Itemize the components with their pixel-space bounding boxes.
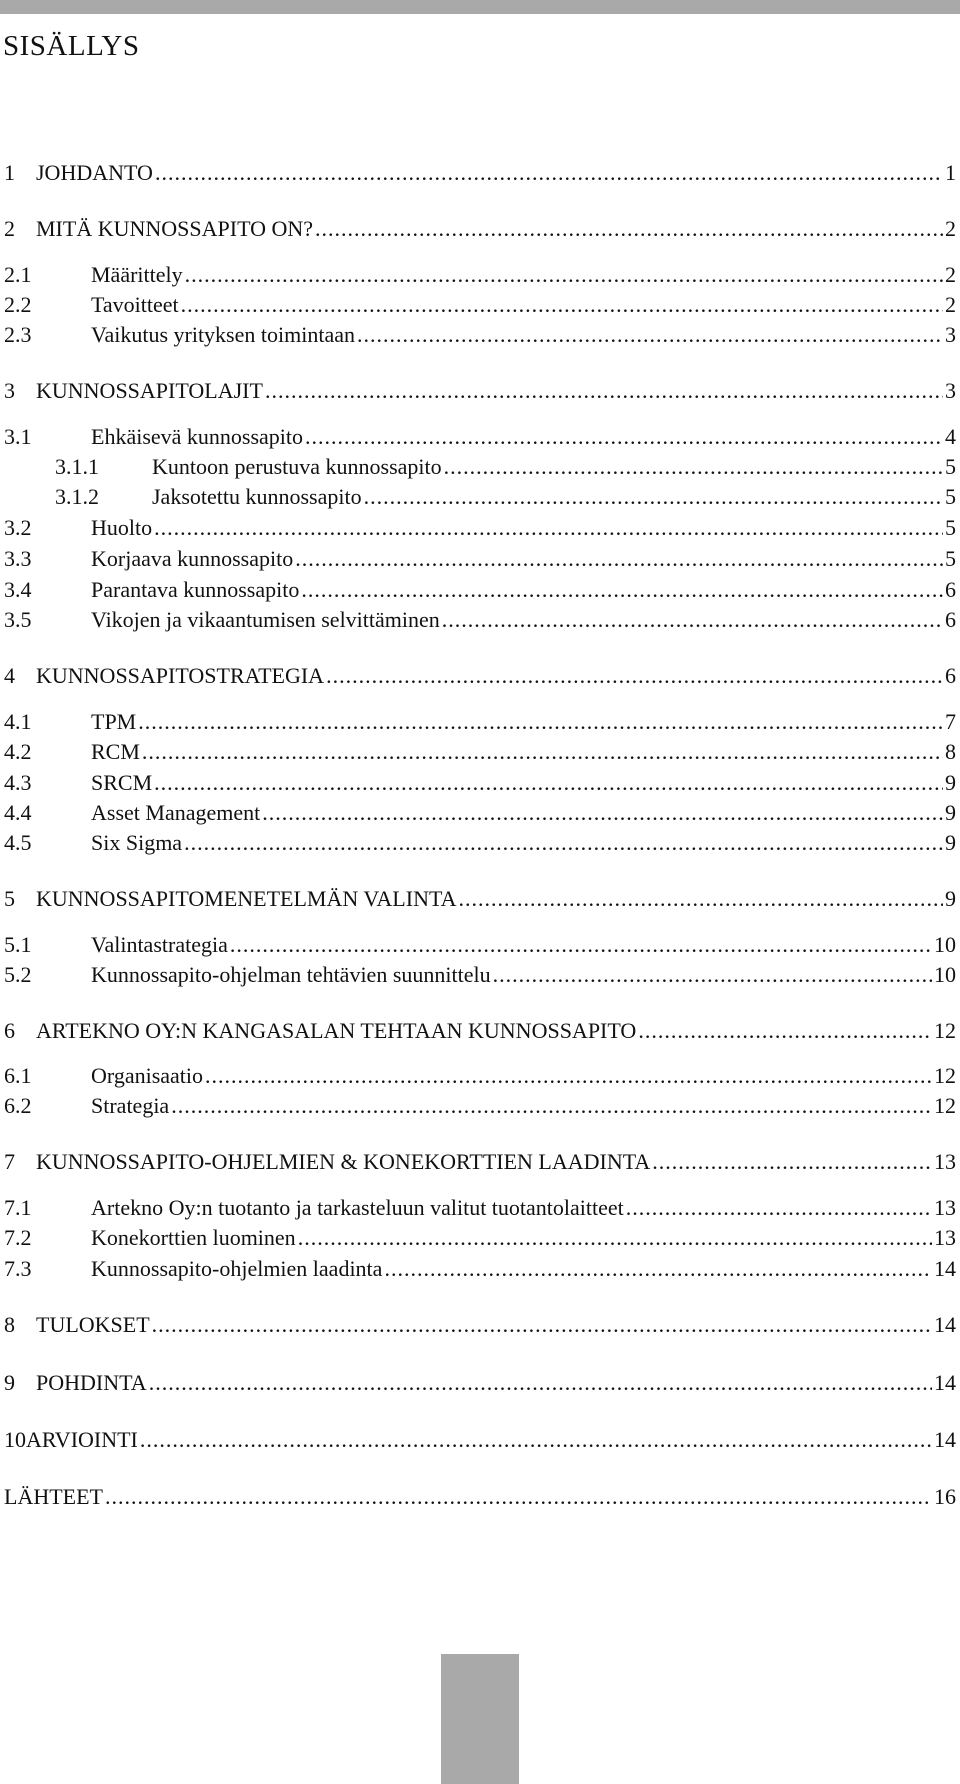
toc-entry-page-number: 7: [945, 709, 956, 734]
toc-entry[interactable]: [4, 1256, 956, 1286]
toc-entry-page-number: 12: [934, 1018, 956, 1043]
toc-entry-number: 2.2: [4, 292, 32, 317]
toc-entry[interactable]: [4, 216, 956, 246]
toc-entry[interactable]: [4, 1018, 956, 1048]
toc-entry-title: SRCM: [91, 770, 153, 795]
toc-entry-title: Six Sigma: [91, 830, 183, 855]
toc-entry-title: Jaksotettu kunnossapito: [152, 484, 362, 509]
toc-entry[interactable]: [4, 322, 956, 352]
toc-entry-title: KUNNOSSAPITOSTRATEGIA: [36, 663, 325, 688]
toc-dot-leader: [154, 515, 943, 541]
toc-entry[interactable]: [4, 1093, 956, 1123]
toc-entry[interactable]: [55, 484, 956, 514]
toc-entry-title: Määrittely: [91, 262, 183, 287]
toc-entry-number: 6.1: [4, 1063, 32, 1088]
toc-entry[interactable]: [4, 577, 956, 607]
toc-dot-leader: [442, 607, 943, 633]
toc-dot-leader: [305, 424, 943, 450]
toc-entry-page-number: 5: [945, 484, 956, 509]
toc-entry[interactable]: [4, 830, 956, 860]
toc-entry-number: 3: [4, 378, 15, 403]
toc-dot-leader: [295, 546, 943, 572]
toc-entry-page-number: 9: [945, 800, 956, 825]
toc-entry-title: Vaikutus yrityksen toimintaan: [91, 322, 355, 347]
toc-entry-page-number: 13: [934, 1195, 956, 1220]
toc-entry-page-number: 5: [945, 546, 956, 571]
toc-entry-title: TPM: [91, 709, 137, 734]
toc-entry-title: Artekno Oy:n tuotanto ja tarkasteluun valitut tuotantolaitteet: [91, 1195, 624, 1220]
toc-entry-number: 3.4: [4, 577, 32, 602]
toc-entry[interactable]: [55, 454, 956, 484]
toc-dot-leader: [652, 1149, 932, 1175]
toc-entry-number: 3.2: [4, 515, 32, 540]
toc-entry-page-number: 4: [945, 424, 956, 449]
toc-entry[interactable]: [4, 262, 956, 292]
toc-entry-title: Konekorttien luominen: [91, 1225, 296, 1250]
toc-entry-number: 8: [4, 1312, 15, 1337]
toc-entry-number: 7.1: [4, 1195, 32, 1220]
toc-entry-number: 5.2: [4, 962, 32, 987]
toc-entry-page-number: 8: [945, 739, 956, 764]
toc-entry-page-number: 16: [934, 1484, 956, 1509]
toc-entry-title: Huolto: [91, 515, 153, 540]
toc-entry-number: 3.5: [4, 607, 32, 632]
toc-entry[interactable]: [4, 800, 956, 830]
toc-dot-leader: [205, 1063, 932, 1089]
toc-entry-number: 1: [4, 160, 15, 185]
toc-entry-title: Korjaava kunnossapito: [91, 546, 294, 571]
toc-entry-title: Kuntoon perustuva kunnossapito: [152, 454, 442, 479]
toc-dot-leader: [154, 770, 943, 796]
toc-entry-title: MITÄ KUNNOSSAPITO ON?: [36, 216, 314, 241]
toc-entry-page-number: 13: [934, 1225, 956, 1250]
toc-dot-leader: [357, 322, 943, 348]
toc-dot-leader: [638, 1018, 932, 1044]
toc-dot-leader: [301, 577, 943, 603]
toc-entry-page-number: 9: [945, 830, 956, 855]
toc-entry[interactable]: [4, 160, 956, 190]
toc-entry[interactable]: [4, 932, 956, 962]
toc-entry-number: 2.3: [4, 322, 32, 347]
toc-dot-leader: [230, 932, 932, 958]
toc-dot-leader: [444, 454, 943, 480]
toc-entry-title: POHDINTA: [36, 1370, 147, 1395]
toc-entry-number: 4.4: [4, 800, 32, 825]
toc-entry-title: ARTEKNO OY:N KANGASALAN TEHTAAN KUNNOSSAPITO: [36, 1018, 637, 1043]
toc-entry-title: RCM: [91, 739, 140, 764]
toc-entry-title: LÄHTEET: [4, 1484, 103, 1509]
toc-dot-leader: [493, 962, 932, 988]
toc-dot-leader: [364, 484, 943, 510]
toc-entry-number: 4.2: [4, 739, 32, 764]
toc-entry-page-number: 6: [945, 663, 956, 688]
toc-entry-page-number: 10: [934, 932, 956, 957]
toc-dot-leader: [155, 160, 943, 186]
toc-dot-leader: [149, 1370, 932, 1396]
toc-entry-page-number: 2: [945, 262, 956, 287]
toc-dot-leader: [384, 1256, 932, 1282]
toc-entry-title: Ehkäisevä kunnossapito: [91, 424, 304, 449]
toc-entry-number: 7: [4, 1149, 15, 1174]
toc-entry[interactable]: [4, 739, 956, 769]
toc-entry-page-number: 2: [945, 292, 956, 317]
toc-entry-page-number: 2: [945, 216, 956, 241]
toc-entry[interactable]: [4, 1370, 956, 1400]
toc-entry-number: 7.3: [4, 1256, 32, 1281]
toc-dot-leader: [171, 1093, 932, 1119]
toc-dot-leader: [138, 709, 943, 735]
toc-entry-page-number: 12: [934, 1093, 956, 1118]
toc-entry-title: Asset Management: [91, 800, 261, 825]
toc-entry-number: 4.1: [4, 709, 32, 734]
toc-entry[interactable]: [4, 886, 956, 916]
toc-entry-number: 3.1: [4, 424, 32, 449]
toc-dot-leader: [105, 1484, 932, 1510]
toc-entry-page-number: 9: [945, 770, 956, 795]
toc-entry-page-number: 13: [934, 1149, 956, 1174]
toc-entry[interactable]: [4, 770, 956, 800]
toc-dot-leader: [140, 1427, 932, 1453]
toc-entry-page-number: 5: [945, 454, 956, 479]
toc-entry-number: 3.1.2: [55, 484, 99, 509]
toc-dot-leader: [459, 886, 943, 912]
toc-dot-leader: [262, 800, 943, 826]
toc-entry[interactable]: [4, 962, 956, 992]
toc-entry[interactable]: [4, 546, 956, 576]
toc-entry[interactable]: [4, 1063, 956, 1093]
toc-entry[interactable]: [4, 292, 956, 322]
toc-entry-title: ARVIOINTI: [26, 1427, 138, 1452]
toc-entry-title: KUNNOSSAPITOMENETELMÄN VALINTA: [36, 886, 457, 911]
toc-entry-number: 3.3: [4, 546, 32, 571]
toc-dot-leader: [152, 1312, 932, 1338]
toc-entry-title: Parantava kunnossapito: [91, 577, 300, 602]
toc-entry-page-number: 3: [945, 378, 956, 403]
toc-entry-page-number: 14: [934, 1256, 956, 1281]
toc-entry-page-number: 3: [945, 322, 956, 347]
toc-entry-page-number: 12: [934, 1063, 956, 1088]
toc-entry[interactable]: [4, 607, 956, 637]
toc-entry-title: KUNNOSSAPITOLAJIT: [36, 378, 263, 403]
toc-entry-number: 2.1: [4, 262, 32, 287]
toc-entry[interactable]: [4, 663, 956, 693]
toc-dot-leader: [265, 378, 943, 404]
toc-entry-title: Strategia: [91, 1093, 170, 1118]
toc-entry[interactable]: [4, 1312, 956, 1342]
toc-entry-number: 4: [4, 663, 15, 688]
toc-entry-title: TULOKSET: [36, 1312, 150, 1337]
toc-dot-leader: [626, 1195, 932, 1221]
toc-entry-number: 6.2: [4, 1093, 32, 1118]
toc-entry-page-number: 10: [934, 962, 956, 987]
toc-entry-number: 4.3: [4, 770, 32, 795]
toc-entry-title: Vikojen ja vikaantumisen selvittäminen: [91, 607, 440, 632]
toc-entry-title: Organisaatio: [91, 1063, 204, 1088]
toc-entry-page-number: 6: [945, 577, 956, 602]
toc-entry[interactable]: [4, 378, 956, 408]
toc-entry-number: 10: [4, 1427, 26, 1452]
toc-entry-number: 6: [4, 1018, 15, 1043]
toc-entry-number: 5.1: [4, 932, 32, 957]
toc-entry-number: 2: [4, 216, 15, 241]
toc-entry[interactable]: [4, 515, 956, 545]
toc-entry-page-number: 6: [945, 607, 956, 632]
toc-entry-page-number: 9: [945, 886, 956, 911]
toc-dot-leader: [326, 663, 943, 689]
toc-entry-number: 4.5: [4, 830, 32, 855]
toc-entry-title: Valintastrategia: [91, 932, 228, 957]
toc-entry[interactable]: [4, 1225, 956, 1255]
toc-entry-page-number: 1: [945, 160, 956, 185]
toc-entry[interactable]: [4, 1484, 956, 1514]
toc-entry-page-number: 5: [945, 515, 956, 540]
toc-entry-title: KUNNOSSAPITO-OHJELMIEN & KONEKORTTIEN LAADINTA: [36, 1149, 651, 1174]
toc-dot-leader: [184, 830, 943, 856]
toc-entry-title: Kunnossapito-ohjelman tehtävien suunnittelu: [91, 962, 491, 987]
toc-entry-page-number: 14: [934, 1427, 956, 1452]
toc-entry-number: 3.1.1: [55, 454, 99, 479]
toc-entry-number: 5: [4, 886, 15, 911]
toc-entry-page-number: 14: [934, 1370, 956, 1395]
toc-entry-title: Tavoitteet: [91, 292, 179, 317]
toc-dot-leader: [315, 216, 943, 242]
toc-dot-leader: [142, 739, 943, 765]
toc-entry-title: JOHDANTO: [36, 160, 153, 185]
bottom-decorative-block: [441, 1654, 519, 1784]
toc-entry[interactable]: [4, 1149, 956, 1179]
page-title: SISÄLLYS: [3, 30, 140, 62]
top-decorative-bar: [0, 0, 960, 14]
toc-entry-page-number: 14: [934, 1312, 956, 1337]
toc-entry-number: 7.2: [4, 1225, 32, 1250]
toc-dot-leader: [185, 262, 943, 288]
toc-entry[interactable]: [4, 424, 956, 454]
toc-entry[interactable]: [4, 1195, 956, 1225]
toc-dot-leader: [181, 292, 943, 318]
toc-entry[interactable]: [4, 709, 956, 739]
toc-entry-number: 9: [4, 1370, 15, 1395]
toc-entry-title: Kunnossapito-ohjelmien laadinta: [91, 1256, 383, 1281]
toc-dot-leader: [298, 1225, 932, 1251]
toc-entry[interactable]: [4, 1427, 956, 1457]
